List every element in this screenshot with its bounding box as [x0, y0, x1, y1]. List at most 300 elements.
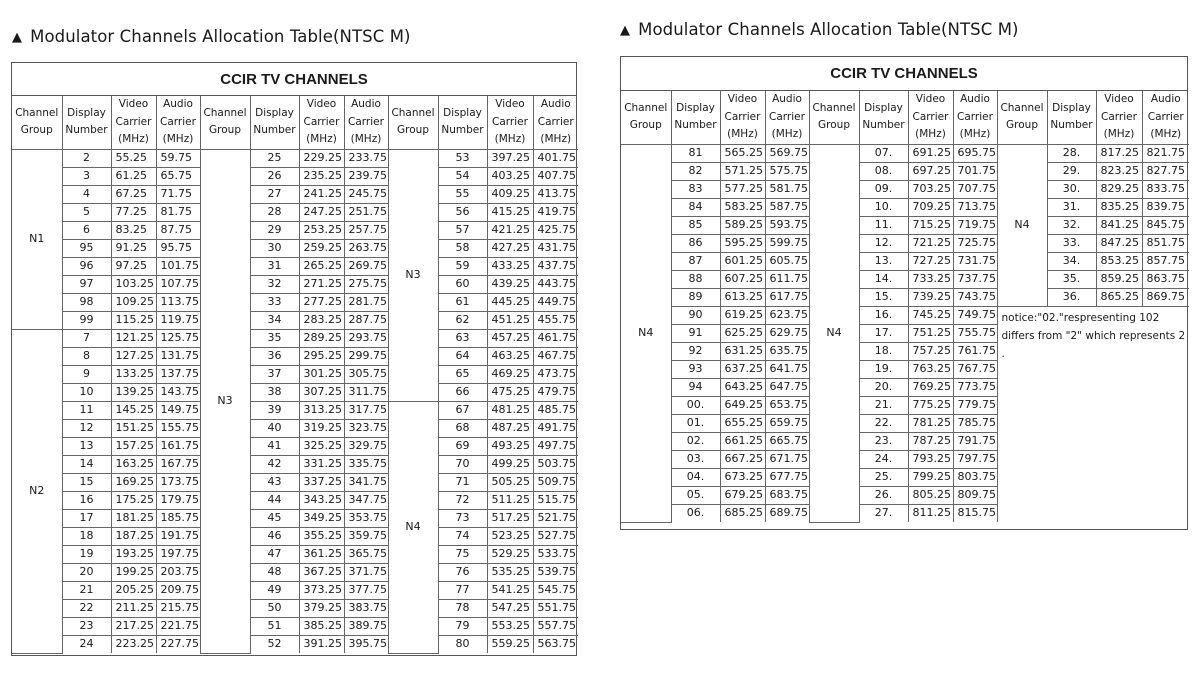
display-number-cell: 79	[438, 617, 487, 635]
header-line: Carrier	[769, 110, 805, 123]
video-carrier-cell: 559.25	[487, 635, 533, 653]
display-number-cell: 23	[62, 617, 111, 635]
display-number-cell: 21	[62, 581, 111, 599]
display-number-header	[438, 96, 487, 149]
audio-carrier-cell: 443.75	[533, 275, 578, 293]
table-row	[621, 252, 1189, 270]
video-carrier-cell: 373.25	[299, 581, 344, 599]
audio-carrier-cell: 605.75	[765, 252, 809, 270]
display-number-cell: 63	[438, 329, 487, 347]
audio-carrier-cell: 491.75	[533, 419, 578, 437]
video-carrier-cell: 61.25	[111, 167, 156, 185]
display-number-cell: 29	[250, 221, 299, 239]
display-number-header	[250, 96, 299, 149]
display-number-cell: 44	[250, 491, 299, 509]
audio-carrier-cell: 587.75	[765, 198, 809, 216]
audio-carrier-cell: 173.75	[156, 473, 200, 491]
audio-carrier-cell: 143.75	[156, 383, 200, 401]
display-number-cell: 33.	[1047, 234, 1096, 252]
left-channel-table-panel	[11, 62, 577, 656]
audio-carrier-cell: 95.75	[156, 239, 200, 257]
audio-carrier-cell: 623.75	[765, 306, 809, 324]
header-line: Carrier	[724, 110, 761, 123]
audio-carrier-cell: 725.75	[953, 234, 997, 252]
video-carrier-cell: 667.25	[720, 450, 765, 468]
header-line: (MHz)	[162, 133, 194, 145]
audio-carrier-cell: 503.75	[533, 455, 578, 473]
audio-carrier-cell: 269.75	[344, 257, 388, 275]
display-number-cell: 02.	[671, 432, 720, 450]
audio-carrier-cell: 149.75	[156, 401, 200, 419]
audio-carrier-cell: 749.75	[953, 306, 997, 324]
left-table-title	[12, 27, 411, 46]
header-line: Number	[1050, 119, 1093, 132]
video-carrier-cell: 757.25	[908, 342, 953, 360]
audio-carrier-cell: 275.75	[344, 275, 388, 293]
video-carrier-cell: 445.25	[487, 293, 533, 311]
display-number-cell: 84	[671, 198, 720, 216]
display-number-cell: 61	[438, 293, 487, 311]
video-carrier-cell: 499.25	[487, 455, 533, 473]
display-number-cell: 38	[250, 383, 299, 401]
header-line: Group	[397, 124, 429, 137]
display-number-cell: 67	[438, 401, 487, 419]
header-line: Channel	[1000, 101, 1044, 114]
display-number-cell: 41	[250, 437, 299, 455]
channel-group-cell: N4	[388, 401, 438, 653]
video-carrier-cell: 847.25	[1096, 234, 1142, 252]
display-number-cell: 59	[438, 257, 487, 275]
header-line: Group	[209, 124, 241, 137]
audio-carrier-cell: 689.75	[765, 504, 809, 522]
display-number-cell: 26	[250, 167, 299, 185]
audio-carrier-cell: 185.75	[156, 509, 200, 527]
audio-carrier-cell: 81.75	[156, 203, 200, 221]
video-carrier-cell: 823.25	[1096, 162, 1142, 180]
table-row	[12, 455, 578, 473]
video-carrier-cell: 391.25	[299, 635, 344, 653]
video-carrier-cell: 631.25	[720, 342, 765, 360]
display-number-cell: 07.	[859, 144, 908, 162]
table-row	[12, 239, 578, 257]
audio-carrier-cell: 221.75	[156, 617, 200, 635]
audio-carrier-cell: 191.75	[156, 527, 200, 545]
video-carrier-cell: 169.25	[111, 473, 156, 491]
display-number-cell: 17.	[859, 324, 908, 342]
header-line: (MHz)	[1103, 128, 1135, 140]
audio-carrier-cell: 809.75	[953, 486, 997, 504]
video-carrier-cell: 205.25	[111, 581, 156, 599]
audio-carrier-cell: 701.75	[953, 162, 997, 180]
display-number-cell: 43	[250, 473, 299, 491]
header-line: Carrier	[537, 115, 574, 128]
display-number-cell: 93	[671, 360, 720, 378]
display-number-cell: 52	[250, 635, 299, 653]
display-number-cell: 35.	[1047, 270, 1096, 288]
display-number-cell: 7	[62, 329, 111, 347]
audio-carrier-cell: 719.75	[953, 216, 997, 234]
triangle-bullet-icon: ▲	[12, 30, 23, 45]
audio-carrier-cell: 653.75	[765, 396, 809, 414]
video-carrier-cell: 853.25	[1096, 252, 1142, 270]
audio-carrier-cell: 791.75	[953, 432, 997, 450]
audio-carrier-cell: 479.75	[533, 383, 578, 401]
display-number-cell: 35	[250, 329, 299, 347]
video-carrier-cell: 427.25	[487, 239, 533, 257]
display-number-cell: 15	[62, 473, 111, 491]
audio-carrier-cell: 815.75	[953, 504, 997, 522]
display-number-cell: 78	[438, 599, 487, 617]
video-carrier-cell: 577.25	[720, 180, 765, 198]
display-number-cell: 98	[62, 293, 111, 311]
video-carrier-cell: 817.25	[1096, 144, 1142, 162]
audio-carrier-cell: 599.75	[765, 234, 809, 252]
display-number-cell: 69	[438, 437, 487, 455]
video-carrier-cell: 247.25	[299, 203, 344, 221]
table-row	[12, 617, 578, 635]
header-line: Video	[727, 93, 758, 105]
display-number-cell: 36	[250, 347, 299, 365]
display-number-cell: 26.	[859, 486, 908, 504]
video-carrier-cell: 739.25	[908, 288, 953, 306]
video-carrier-cell: 307.25	[299, 383, 344, 401]
audio-carrier-cell: 329.75	[344, 437, 388, 455]
audio-carrier-cell: 827.75	[1142, 162, 1189, 180]
header-line: Number	[253, 124, 296, 137]
video-carrier-cell: 433.25	[487, 257, 533, 275]
channel-group-cell: N4	[997, 144, 1047, 306]
display-number-cell: 32.	[1047, 216, 1096, 234]
audio-carrier-cell: 215.75	[156, 599, 200, 617]
header-line: Carrier	[1101, 110, 1137, 123]
display-number-cell: 72	[438, 491, 487, 509]
video-carrier-cell: 283.25	[299, 311, 344, 329]
video-carrier-cell: 463.25	[487, 347, 533, 365]
audio-carrier-cell: 617.75	[765, 288, 809, 306]
audio-carrier-header	[533, 96, 578, 149]
display-number-cell: 34.	[1047, 252, 1096, 270]
display-number-cell: 58	[438, 239, 487, 257]
audio-carrier-cell: 629.75	[765, 324, 809, 342]
audio-carrier-cell: 755.75	[953, 324, 997, 342]
right-channel-table-panel	[620, 56, 1188, 530]
display-number-cell: 30.	[1047, 180, 1096, 198]
video-carrier-cell: 409.25	[487, 185, 533, 203]
header-line: Audio	[163, 98, 193, 110]
display-number-cell: 71	[438, 473, 487, 491]
display-number-cell: 3	[62, 167, 111, 185]
header-line: Number	[65, 124, 108, 137]
audio-carrier-cell: 65.75	[156, 167, 200, 185]
audio-carrier-cell: 851.75	[1142, 234, 1189, 252]
audio-carrier-cell: 407.75	[533, 167, 578, 185]
right-channel-table	[621, 91, 1189, 523]
audio-carrier-cell: 635.75	[765, 342, 809, 360]
audio-carrier-cell: 539.75	[533, 563, 578, 581]
video-carrier-cell: 379.25	[299, 599, 344, 617]
video-carrier-cell: 655.25	[720, 414, 765, 432]
notice-text: notice:"02."respresenting 102 differs from "2" which represents 2 .	[997, 306, 1189, 522]
display-number-cell: 00.	[671, 396, 720, 414]
video-carrier-cell: 661.25	[720, 432, 765, 450]
display-number-cell: 22.	[859, 414, 908, 432]
audio-carrier-header	[156, 96, 200, 149]
video-carrier-cell: 715.25	[908, 216, 953, 234]
display-number-cell: 12.	[859, 234, 908, 252]
display-number-cell: 88	[671, 270, 720, 288]
display-number-cell: 13.	[859, 252, 908, 270]
audio-carrier-cell: 521.75	[533, 509, 578, 527]
header-line: (MHz)	[494, 133, 526, 145]
header-line: Carrier	[303, 115, 340, 128]
header-line: Channel	[391, 106, 435, 119]
video-carrier-cell: 91.25	[111, 239, 156, 257]
table-row	[12, 437, 578, 455]
display-number-cell: 9	[62, 365, 111, 383]
table-row	[12, 203, 578, 221]
display-number-header	[859, 91, 908, 144]
audio-carrier-cell: 461.75	[533, 329, 578, 347]
video-carrier-cell: 301.25	[299, 365, 344, 383]
table-row	[12, 383, 578, 401]
video-carrier-header	[908, 91, 953, 144]
video-carrier-cell: 439.25	[487, 275, 533, 293]
video-carrier-cell: 115.25	[111, 311, 156, 329]
table-row	[621, 216, 1189, 234]
display-number-cell: 75	[438, 545, 487, 563]
display-number-cell: 96	[62, 257, 111, 275]
audio-carrier-cell: 743.75	[953, 288, 997, 306]
audio-carrier-cell: 533.75	[533, 545, 578, 563]
table-row	[621, 180, 1189, 198]
display-number-cell: 62	[438, 311, 487, 329]
audio-carrier-cell: 551.75	[533, 599, 578, 617]
display-number-cell: 66	[438, 383, 487, 401]
audio-carrier-cell: 569.75	[765, 144, 809, 162]
audio-carrier-cell: 797.75	[953, 450, 997, 468]
display-number-cell: 03.	[671, 450, 720, 468]
display-number-cell: 6	[62, 221, 111, 239]
audio-carrier-header	[344, 96, 388, 149]
video-carrier-header	[299, 96, 344, 149]
video-carrier-cell: 793.25	[908, 450, 953, 468]
audio-carrier-cell: 137.75	[156, 365, 200, 383]
audio-carrier-cell: 575.75	[765, 162, 809, 180]
audio-carrier-cell: 227.75	[156, 635, 200, 653]
header-line: Number	[674, 119, 717, 132]
audio-carrier-cell: 359.75	[344, 527, 388, 545]
audio-carrier-cell: 293.75	[344, 329, 388, 347]
video-carrier-cell: 643.25	[720, 378, 765, 396]
audio-carrier-cell: 119.75	[156, 311, 200, 329]
header-line: Audio	[772, 93, 802, 105]
video-carrier-cell: 835.25	[1096, 198, 1142, 216]
video-carrier-cell: 565.25	[720, 144, 765, 162]
display-number-cell: 18	[62, 527, 111, 545]
audio-carrier-cell: 107.75	[156, 275, 200, 293]
table-row	[12, 473, 578, 491]
display-number-cell: 13	[62, 437, 111, 455]
table-row	[12, 221, 578, 239]
display-number-cell: 97	[62, 275, 111, 293]
display-number-cell: 64	[438, 347, 487, 365]
audio-carrier-cell: 233.75	[344, 149, 388, 167]
video-carrier-cell: 787.25	[908, 432, 953, 450]
table-row	[12, 293, 578, 311]
audio-carrier-cell: 161.75	[156, 437, 200, 455]
table-row	[12, 365, 578, 383]
audio-carrier-cell: 641.75	[765, 360, 809, 378]
header-line: Display	[1052, 101, 1091, 114]
video-carrier-cell: 733.25	[908, 270, 953, 288]
audio-carrier-cell: 473.75	[533, 365, 578, 383]
display-number-cell: 8	[62, 347, 111, 365]
display-number-cell: 32	[250, 275, 299, 293]
display-number-cell: 81	[671, 144, 720, 162]
video-carrier-cell: 133.25	[111, 365, 156, 383]
display-number-cell: 14.	[859, 270, 908, 288]
audio-carrier-cell: 209.75	[156, 581, 200, 599]
table-row	[12, 167, 578, 185]
audio-carrier-cell: 179.75	[156, 491, 200, 509]
header-line: Group	[1006, 119, 1038, 132]
audio-carrier-cell: 545.75	[533, 581, 578, 599]
display-number-cell: 4	[62, 185, 111, 203]
header-line: Audio	[540, 98, 571, 110]
header-line: (MHz)	[959, 128, 991, 140]
display-number-cell: 20	[62, 563, 111, 581]
video-carrier-cell: 199.25	[111, 563, 156, 581]
video-carrier-cell: 475.25	[487, 383, 533, 401]
display-number-cell: 25	[250, 149, 299, 167]
display-number-cell: 2	[62, 149, 111, 167]
header-line: Channel	[15, 106, 59, 119]
audio-carrier-cell: 377.75	[344, 581, 388, 599]
display-number-cell: 29.	[1047, 162, 1096, 180]
channel-group-header	[200, 96, 250, 149]
display-number-cell: 33	[250, 293, 299, 311]
header-line: Carrier	[492, 115, 528, 128]
display-number-cell: 68	[438, 419, 487, 437]
display-number-cell: 12	[62, 419, 111, 437]
channel-group-cell: N3	[200, 149, 250, 653]
audio-carrier-cell: 857.75	[1142, 252, 1189, 270]
video-carrier-cell: 319.25	[299, 419, 344, 437]
video-carrier-cell: 487.25	[487, 419, 533, 437]
video-carrier-cell: 769.25	[908, 378, 953, 396]
video-carrier-cell: 493.25	[487, 437, 533, 455]
header-line: (MHz)	[727, 128, 758, 140]
audio-carrier-header	[953, 91, 997, 144]
video-carrier-cell: 553.25	[487, 617, 533, 635]
display-number-cell: 21.	[859, 396, 908, 414]
header-line: (MHz)	[540, 133, 572, 145]
display-number-cell: 87	[671, 252, 720, 270]
table-row	[621, 144, 1189, 162]
display-number-cell: 10.	[859, 198, 908, 216]
audio-carrier-cell: 455.75	[533, 311, 578, 329]
display-number-cell: 89	[671, 288, 720, 306]
header-line: Video	[1104, 93, 1134, 105]
header-line: Carrier	[348, 115, 384, 128]
audio-carrier-cell: 371.75	[344, 563, 388, 581]
audio-carrier-cell: 383.75	[344, 599, 388, 617]
display-number-cell: 82	[671, 162, 720, 180]
audio-carrier-cell: 389.75	[344, 617, 388, 635]
table-row	[621, 288, 1189, 306]
audio-carrier-cell: 425.75	[533, 221, 578, 239]
video-carrier-cell: 469.25	[487, 365, 533, 383]
video-carrier-cell: 541.25	[487, 581, 533, 599]
display-number-cell: 94	[671, 378, 720, 396]
table-row	[12, 257, 578, 275]
display-number-cell: 42	[250, 455, 299, 473]
video-carrier-cell: 703.25	[908, 180, 953, 198]
header-line: Display	[255, 106, 294, 119]
display-number-cell: 77	[438, 581, 487, 599]
audio-carrier-cell: 365.75	[344, 545, 388, 563]
table-row	[12, 347, 578, 365]
display-number-cell: 14	[62, 455, 111, 473]
video-carrier-cell: 571.25	[720, 162, 765, 180]
header-line: Channel	[203, 106, 247, 119]
header-line: Number	[441, 124, 484, 137]
audio-carrier-cell: 563.75	[533, 635, 578, 653]
header-line: Group	[629, 119, 662, 132]
display-number-cell: 73	[438, 509, 487, 527]
header-line: (MHz)	[1150, 128, 1182, 140]
audio-carrier-cell: 557.75	[533, 617, 578, 635]
video-carrier-cell: 223.25	[111, 635, 156, 653]
video-carrier-cell: 649.25	[720, 396, 765, 414]
audio-carrier-cell: 467.75	[533, 347, 578, 365]
audio-carrier-cell: 527.75	[533, 527, 578, 545]
video-carrier-cell: 481.25	[487, 401, 533, 419]
header-line: Group	[20, 124, 53, 137]
video-carrier-cell: 607.25	[720, 270, 765, 288]
channel-group-cell: N4	[621, 144, 671, 522]
header-line: Video	[495, 98, 525, 110]
video-carrier-cell: 601.25	[720, 252, 765, 270]
display-number-cell: 57	[438, 221, 487, 239]
audio-carrier-cell: 413.75	[533, 185, 578, 203]
video-carrier-cell: 583.25	[720, 198, 765, 216]
audio-carrier-cell: 803.75	[953, 468, 997, 486]
audio-carrier-cell: 647.75	[765, 378, 809, 396]
audio-carrier-cell: 59.75	[156, 149, 200, 167]
channel-group-header	[809, 91, 859, 144]
display-number-header	[671, 91, 720, 144]
video-carrier-cell: 799.25	[908, 468, 953, 486]
video-carrier-cell: 457.25	[487, 329, 533, 347]
video-carrier-cell: 529.25	[487, 545, 533, 563]
audio-carrier-cell: 251.75	[344, 203, 388, 221]
table-row	[12, 185, 578, 203]
display-number-cell: 92	[671, 342, 720, 360]
table-row	[12, 509, 578, 527]
header-line: Audio	[1150, 93, 1181, 105]
audio-carrier-cell: 101.75	[156, 257, 200, 275]
video-carrier-cell: 103.25	[111, 275, 156, 293]
video-carrier-cell: 127.25	[111, 347, 156, 365]
display-number-cell: 27.	[859, 504, 908, 522]
video-carrier-cell: 679.25	[720, 486, 765, 504]
audio-carrier-cell: 287.75	[344, 311, 388, 329]
table-row	[621, 306, 1189, 324]
audio-carrier-cell: 437.75	[533, 257, 578, 275]
display-number-cell: 65	[438, 365, 487, 383]
audio-carrier-cell: 683.75	[765, 486, 809, 504]
